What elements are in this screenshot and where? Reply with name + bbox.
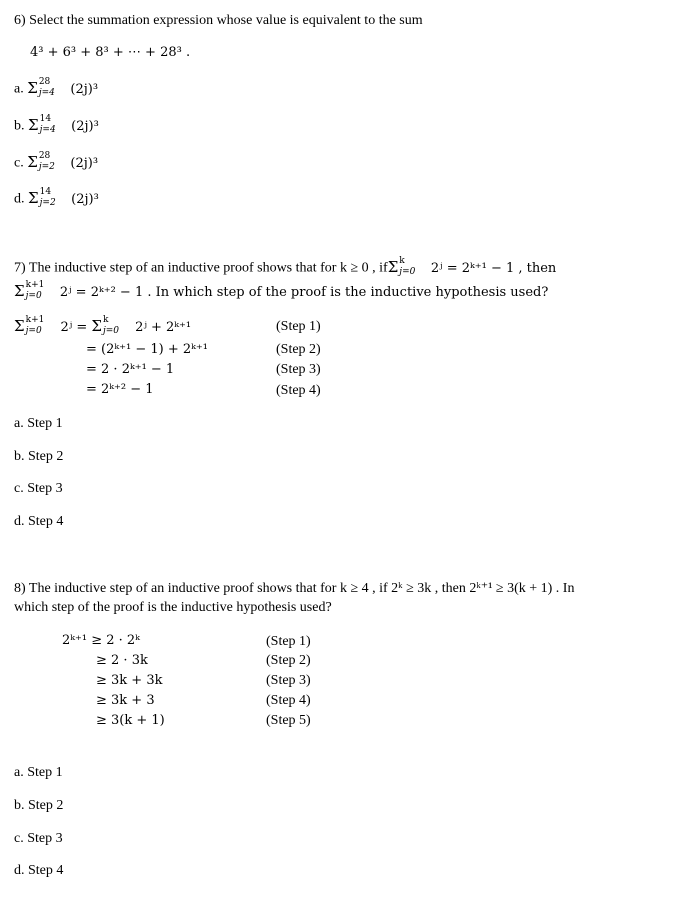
q7-step-label-4: (Step 4): [276, 383, 321, 398]
q7-text-post: 2ʲ = 2ᵏ⁺² − 1 . In which step of the proof is the inductive hypothesis used?: [59, 284, 549, 300]
q7-step-label-1: (Step 1): [276, 319, 321, 334]
q6-option-b: [14, 116, 99, 136]
q7-option-b: b. Step 2: [14, 449, 64, 464]
q7-question-line2: [14, 282, 548, 302]
sigma-icon: Σ k+1 j=0: [14, 280, 45, 301]
sum-upper: 14: [39, 114, 52, 124]
sum-upper: k+1: [25, 280, 45, 290]
q8-option-c: c. Step 3: [14, 831, 63, 846]
sigma-icon: Σ k j=0: [91, 315, 120, 336]
sum-term: (2j)³: [70, 155, 99, 171]
q6-option-a: [14, 79, 98, 99]
sigma-icon: Σ k+1 j=0: [14, 315, 45, 336]
sum-upper: k: [102, 315, 109, 325]
q8-option-b: b. Step 2: [14, 798, 64, 813]
q8-question-line2: which step of the proof is the inductive hypothesis used?: [14, 600, 332, 615]
q6-sum-expression: 4³ + 6³ + 8³ + ⋯ + 28³ .: [30, 45, 191, 60]
sigma-icon: Σ 28 j=2: [27, 151, 55, 172]
q8-step-label-2: (Step 2): [266, 653, 311, 668]
q7-question-line1: [14, 258, 556, 278]
q8-step-label-1: (Step 1): [266, 634, 311, 649]
proof-lhs-term: 2ʲ =: [60, 319, 92, 335]
sigma-icon: Σ k j=0: [387, 256, 416, 277]
q6-option-d: [14, 189, 99, 209]
sum-lower: j=4: [39, 125, 56, 135]
q7-option-d: d. Step 4: [14, 514, 64, 529]
q7-text: 7) The inductive step of an inductive proof shows that for k ≥ 0 , if: [14, 260, 388, 276]
sigma-icon: Σ 14 j=2: [28, 187, 56, 208]
proof-rhs-term: 2ʲ + 2ᵏ⁺¹: [135, 319, 192, 335]
sum-lower: j=0: [102, 326, 120, 336]
sum-lower: j=0: [399, 267, 416, 277]
sum-upper: k+1: [25, 315, 45, 325]
q8-proof-line-3: ≥ 3k + 3k: [96, 673, 163, 688]
q7-proof-line-4: = 2ᵏ⁺² − 1: [86, 382, 154, 397]
q8-option-a: a. Step 1: [14, 765, 63, 780]
q7-step-label-2: (Step 2): [276, 342, 321, 357]
sum-upper: 28: [38, 77, 51, 87]
q7-proof-line-2: = (2ᵏ⁺¹ − 1) + 2ᵏ⁺¹: [86, 342, 208, 357]
option-letter: a.: [14, 81, 24, 97]
sum-term: (2j)³: [71, 118, 99, 134]
q7-step-label-3: (Step 3): [276, 362, 321, 377]
q6-question: 6) Select the summation expression whose value is equivalent to the sum: [14, 13, 423, 28]
sum-term: (2j)³: [71, 191, 99, 207]
option-letter: d.: [14, 191, 25, 207]
q8-proof-line-5: ≥ 3(k + 1): [96, 713, 165, 728]
q7-proof-line-3: = 2 · 2ᵏ⁺¹ − 1: [86, 362, 175, 377]
q8-option-d: d. Step 4: [14, 863, 64, 878]
q7-text-mid: 2ʲ = 2ᵏ⁺¹ − 1 , then: [430, 260, 557, 276]
option-letter: c.: [14, 155, 24, 171]
q8-proof-line-2: ≥ 2 · 3k: [96, 653, 148, 668]
q8-proof-line-4: ≥ 3k + 3: [96, 693, 155, 708]
q8-step-label-5: (Step 5): [266, 713, 311, 728]
sum-lower: j=2: [39, 198, 56, 208]
sum-lower: j=0: [25, 326, 42, 336]
q7-option-c: c. Step 3: [14, 481, 63, 496]
sum-lower: j=0: [25, 291, 42, 301]
sigma-icon: Σ 14 j=4: [28, 114, 56, 135]
sum-lower: j=2: [38, 162, 55, 172]
sum-term: (2j)³: [70, 81, 99, 97]
sum-lower: j=4: [38, 88, 55, 98]
sigma-icon: Σ 28 j=4: [27, 77, 55, 98]
option-letter: b.: [14, 118, 25, 134]
q8-step-label-3: (Step 3): [266, 673, 311, 688]
q8-question-line1: 8) The inductive step of an inductive proof shows that for k ≥ 4 , if 2ᵏ ≥ 3k , then 2ᵏ⁺¹ ≥ 3(k + 1) . In: [14, 581, 575, 596]
q8-proof-line-1: 2ᵏ⁺¹ ≥ 2 · 2ᵏ: [62, 633, 140, 648]
sum-upper: 14: [39, 187, 52, 197]
q7-proof-line-1: [14, 317, 191, 337]
sum-upper: 28: [38, 151, 51, 161]
q6-option-c: [14, 153, 98, 173]
q8-step-label-4: (Step 4): [266, 693, 311, 708]
sum-upper: k: [399, 256, 405, 266]
q7-option-a: a. Step 1: [14, 416, 63, 431]
